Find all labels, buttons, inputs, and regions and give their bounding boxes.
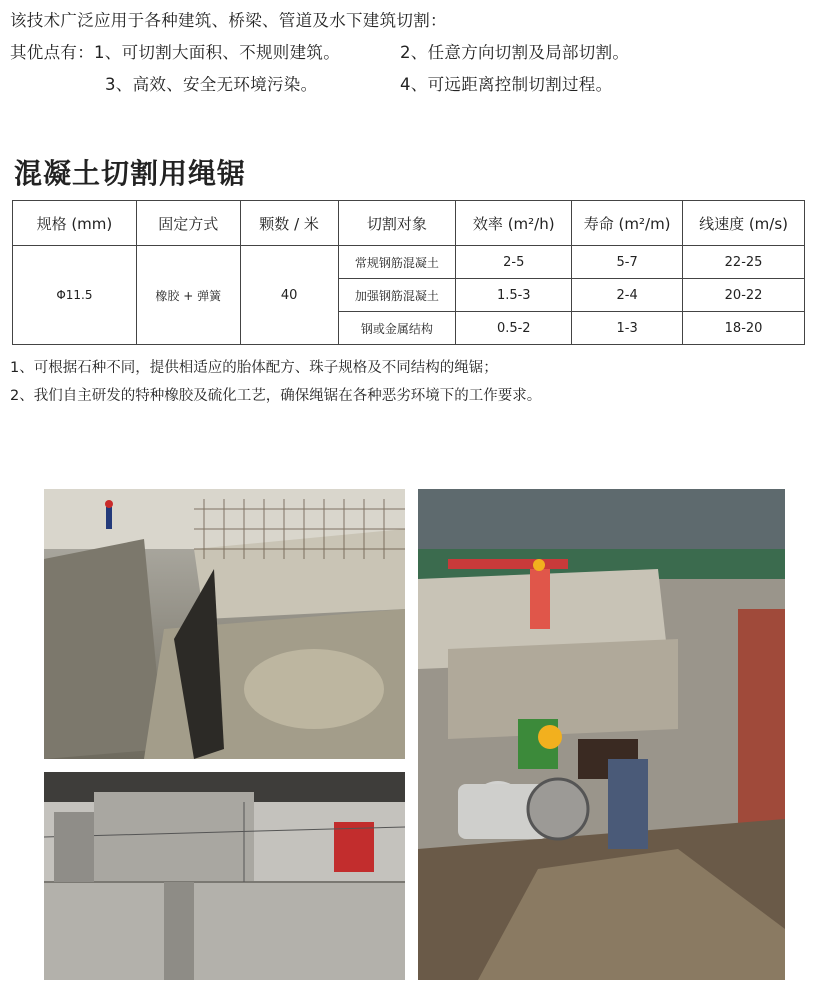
cell-speed: 18-20 (683, 312, 805, 345)
spec-table (12, 200, 805, 345)
photo-excavation (44, 489, 405, 759)
header-speed: 线速度 (m/s) (683, 201, 805, 246)
cell-life: 2-4 (572, 279, 683, 312)
cell-life: 5-7 (572, 246, 683, 279)
cell-efficiency: 1.5-3 (456, 279, 572, 312)
advantage-4: 4、可远距离控制切割过程。 (400, 75, 613, 94)
intro-text (10, 6, 630, 102)
advantages-row-2 (10, 70, 613, 102)
cell-life: 1-3 (572, 312, 683, 345)
header-efficiency: 效率 (m²/h) (456, 201, 572, 246)
note-2: 2、我们自主研发的特种橡胶及硫化工艺，确保绳锯在各种恶劣环境下的工作要求。 (10, 388, 542, 404)
note-1: 1、可根据石种不同，提供相适应的胎体配方、珠子规格及不同结构的绳锯； (10, 360, 498, 376)
notes (10, 354, 541, 410)
cell-speed: 22-25 (683, 246, 805, 279)
cell-spec: Φ11.5 (13, 246, 137, 345)
advantage-3: 3、高效、安全无环境污染。 (105, 75, 318, 94)
cell-target: 常规钢筋混凝土 (338, 246, 456, 279)
header-life: 寿命 (m²/m) (572, 201, 683, 246)
table-header-row (13, 201, 805, 246)
cell-target: 钢或金属结构 (338, 312, 456, 345)
cell-beads: 40 (240, 246, 338, 345)
cell-efficiency: 2-5 (456, 246, 572, 279)
header-beads: 颗数 / 米 (240, 201, 338, 246)
cell-target: 加强钢筋混凝土 (338, 279, 456, 312)
cell-fixing: 橡胶 + 弹簧 (136, 246, 240, 345)
cell-speed: 20-22 (683, 279, 805, 312)
advantage-2: 2、任意方向切割及局部切割。 (400, 43, 630, 62)
intro-line1: 该技术广泛应用于各种建筑、桥梁、管道及水下建筑切割： (10, 11, 447, 30)
intro-line (10, 6, 447, 38)
section-title: 混凝土切割用绳锯 (14, 157, 247, 190)
advantages-label: 其优点有： (10, 43, 94, 62)
advantage-1: 1、可切割大面积、不规则建筑。 (94, 43, 340, 62)
photo-wire-saw-workers (418, 489, 785, 980)
header-target: 切割对象 (338, 201, 456, 246)
photo-concrete-wall (44, 772, 405, 980)
table-row (13, 246, 805, 279)
header-fixing: 固定方式 (136, 201, 240, 246)
advantages-row-1 (10, 38, 630, 70)
header-spec: 规格 (mm) (13, 201, 137, 246)
cell-efficiency: 0.5-2 (456, 312, 572, 345)
